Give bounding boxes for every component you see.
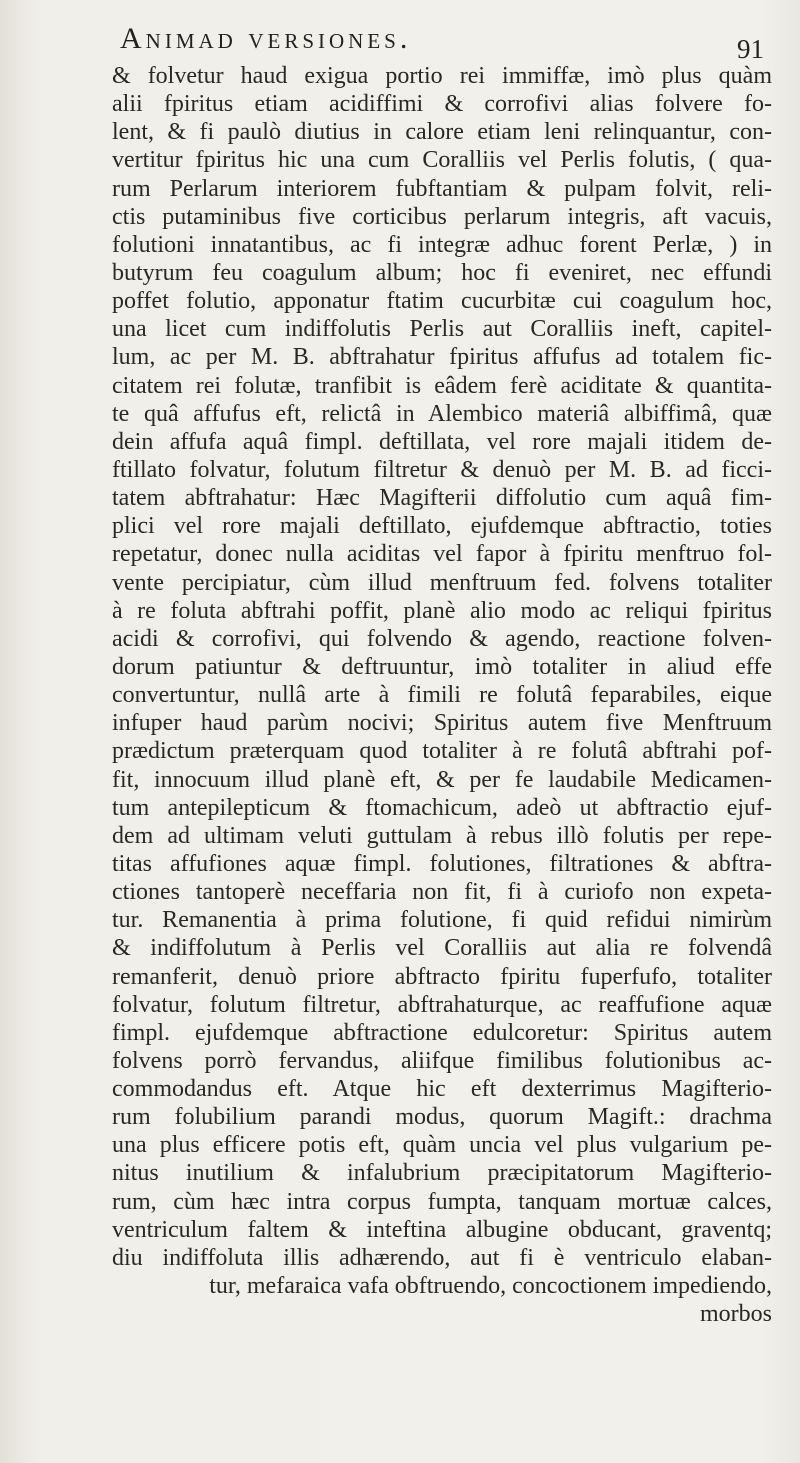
- text-line: remanferit, denuò priore abftracto fpiritu fuperfufo, totaliter: [112, 963, 772, 990]
- text-line: nitus inutilium & infalubrium præcipitatorum Magifterio-: [112, 1160, 772, 1187]
- text-line: à re foluta abftrahi poffit, planè alio modo ac reliqui fpiritus: [112, 597, 772, 624]
- text-line: rum Perlarum interiorem fubftantiam & pulpam folvit, reli-: [112, 175, 772, 202]
- text-line: & folvetur haud exigua portio rei immiffæ, imò plus quàm: [112, 63, 772, 89]
- text-line: rum, cùm hæc intra corpus fumpta, tanquam mortuæ calces,: [112, 1188, 772, 1215]
- text-line: una plus efficere potis eft, quàm uncia vel plus vulgarium pe-: [112, 1132, 772, 1159]
- text-line: fit, innocuum illud planè eft, & per fe laudabile Medicamen-: [112, 766, 772, 793]
- text-line: butyrum feu coagulum album; hoc fi eveniret, nec effundi: [112, 259, 772, 286]
- text-line: plici vel rore majali deftillato, ejufdemque abftractio, toties: [112, 513, 772, 540]
- text-line: titas affufiones aquæ fimpl. folutiones, filtrationes & abftra-: [112, 850, 772, 877]
- text-line: vente percipiatur, cùm illud menftruum fed. folvens totaliter: [112, 569, 772, 596]
- running-head: Animad versiones.: [120, 22, 412, 55]
- text-line: ftillato folvatur, folutum filtretur & denuò per M. B. ad ficci-: [112, 456, 772, 483]
- text-line: dein affufa aquâ fimpl. deftillata, vel rore majali itidem de-: [112, 428, 772, 455]
- page-number: 91: [737, 34, 764, 64]
- text-line: folvatur, folutum filtretur, abftrahaturque, ac reaffufione aquæ: [112, 991, 772, 1018]
- text-line: folvens porrò fervandus, aliifque fimilibus folutionibus ac-: [112, 1047, 772, 1074]
- text-line: prædictum præterquam quod totaliter à re folutâ abftrahi pof-: [112, 738, 772, 765]
- text-line: una licet cum indiffolutis Perlis aut Coralliis ineft, capitel-: [112, 316, 772, 343]
- text-line: tatem abftrahatur: Hæc Magifterii diffolutio cum aquâ fim-: [112, 485, 772, 512]
- text-line: diu indiffoluta illis adhærendo, aut fi è ventriculo elaban-: [112, 1244, 772, 1271]
- text-line: tum antepilepticum & ftomachicum, adeò ut abftractio ejuf-: [112, 794, 772, 821]
- text-line: acidi & corrofivi, qui folvendo & agendo, reactione folven-: [112, 625, 772, 652]
- text-line: citatem rei folutæ, tranfibit is eâdem ferè aciditate & quantita-: [112, 372, 772, 399]
- text-line: ctis putaminibus five corticibus perlarum integris, aft vacuis,: [112, 203, 772, 230]
- text-line: vertitur fpiritus hic una cum Coralliis vel Perlis folutis, ( qua-: [112, 147, 772, 174]
- text-line: te quâ affufus eft, relictâ in Alembico materiâ albiffimâ, quæ: [112, 400, 772, 427]
- body-text: [112, 62, 772, 1328]
- text-line: dem ad ultimam veluti guttulam à rebus illò folutis per repe-: [112, 822, 772, 849]
- text-line: fimpl. ejufdemque abftractione edulcoretur: Spiritus autem: [112, 1019, 772, 1046]
- text-line: commodandus eft. Atque hic eft dexterrimus Magifterio-: [112, 1076, 772, 1103]
- text-line: poffet folutio, apponatur ftatim cucurbitæ cui coagulum hoc,: [112, 288, 772, 315]
- text-line: repetatur, donec nulla aciditas vel fapor à fpiritu menftruo fol-: [112, 541, 772, 568]
- text-line: ctiones tantoperè neceffaria non fit, fi à curiofo non expeta-: [112, 879, 772, 906]
- catchword: morbos: [700, 1301, 772, 1328]
- text-line: alii fpiritus etiam acidiffimi & corrofivi alias folvere fo-: [112, 91, 772, 118]
- text-line: lent, & fi paulò diutius in calore etiam leni relinquantur, con-: [112, 119, 772, 146]
- text-line: tur, mefaraica vafa obftruendo, concoctionem impediendo,: [209, 1273, 772, 1300]
- text-line: rum folubilium parandi modus, quorum Magift.: drachma: [112, 1104, 772, 1131]
- page-header: [120, 16, 764, 64]
- text-line: tur. Remanentia à prima folutione, fi quid refidui nimirùm: [112, 907, 772, 934]
- text-line: infuper haud parùm nocivi; Spiritus autem five Menftruum: [112, 710, 772, 737]
- text-line: lum, ac per M. B. abftrahatur fpiritus affufus ad totalem fic-: [112, 344, 772, 371]
- text-line: folutioni innatantibus, ac fi integræ adhuc forent Perlæ, ) in: [112, 231, 772, 258]
- text-line: dorum patiuntur & deftruuntur, imò totaliter in aliud effe: [112, 653, 772, 680]
- text-line: & indiffolutum à Perlis vel Coralliis aut alia re folvendâ: [112, 935, 772, 962]
- text-line: ventriculum faltem & inteftina albugine obducant, graventq;: [112, 1216, 772, 1243]
- text-line: convertuntur, nullâ arte à fimili re folutâ feparabiles, eique: [112, 682, 772, 709]
